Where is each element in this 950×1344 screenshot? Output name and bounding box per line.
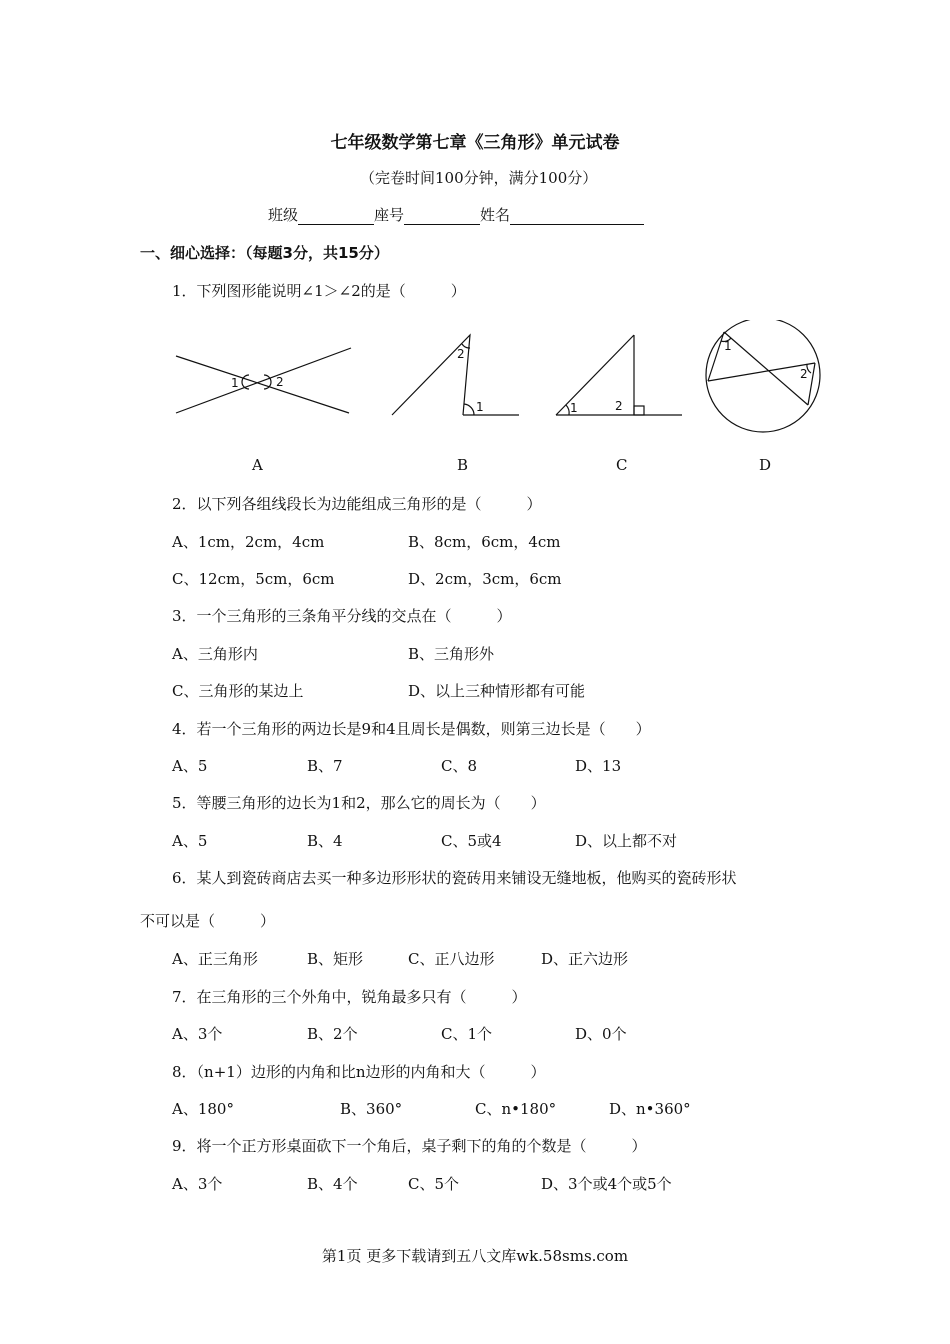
q5-option-d: D、以上都不对: [575, 832, 678, 850]
fig-c-label-2: 2: [615, 399, 623, 413]
fig-d-chord-2: [724, 332, 808, 405]
fig-label-c: C: [616, 456, 628, 474]
question-3: 3．一个三角形的三条角平分线的交点在（ ）: [172, 607, 512, 625]
q7-option-d: D、0个: [575, 1025, 627, 1043]
info-line: [268, 204, 644, 225]
q8-option-b: B、360°: [340, 1100, 403, 1118]
page-title: 七年级数学第七章《三角形》单元试卷: [330, 133, 620, 153]
fig-label-b: B: [457, 456, 469, 474]
question-9: 9．将一个正方形桌面砍下一个角后，桌子剩下的角的个数是（ ）: [172, 1137, 647, 1155]
question-8: 8．（n+1）边形的内角和比n边形的内角和大（ ）: [172, 1063, 546, 1081]
q6-option-d: D、正六边形: [541, 950, 629, 968]
q2-option-d: D、2cm，3cm，6cm: [408, 570, 562, 588]
fig-b-arc-1: [464, 404, 474, 415]
fig-d-chord-4: [808, 363, 815, 405]
name-label: 姓名: [480, 206, 511, 224]
q4-option-d: D、13: [575, 757, 622, 775]
q6-option-a: A、正三角形: [172, 950, 258, 968]
q3-option-a: A、三角形内: [172, 645, 258, 663]
name-blank: [510, 208, 644, 225]
q9-option-c: C、5个: [408, 1175, 460, 1193]
fig-d-chord-1: [708, 332, 724, 381]
class-blank: [298, 208, 374, 225]
q1-figures: [0, 320, 950, 440]
question-5: 5．等腰三角形的边长为1和2，那么它的周长为（ ）: [172, 794, 546, 812]
q3-option-b: B、三角形外: [408, 645, 495, 663]
page-footer: 第1页 更多下载请到五八文库wk.58sms.com: [321, 1247, 629, 1265]
q5-option-c: C、5或4: [441, 832, 502, 850]
fig-c-arc-1: [566, 405, 569, 415]
q4-option-a: A、5: [172, 757, 208, 775]
q7-option-a: A、3个: [172, 1025, 223, 1043]
fig-d-label-1: 1: [724, 339, 732, 353]
q4-option-c: C、8: [441, 757, 478, 775]
fig-c-label-1: 1: [570, 401, 578, 415]
question-7: 7．在三角形的三个外角中，锐角最多只有（ ）: [172, 988, 527, 1006]
q8-option-a: A、180°: [172, 1100, 234, 1118]
fig-label-a: A: [252, 456, 263, 474]
fig-d-chord-3: [708, 363, 815, 381]
q9-option-d: D、3个或4个或5个: [541, 1175, 672, 1193]
q7-option-c: C、1个: [441, 1025, 493, 1043]
q6-option-b: B、矩形: [307, 950, 364, 968]
question-1: 1．下列图形能说明∠1＞∠2的是（ ）: [172, 282, 466, 300]
q2-option-c: C、12cm，5cm，6cm: [172, 570, 335, 588]
q5-option-b: B、4: [307, 832, 343, 850]
q3-option-c: C、三角形的某边上: [172, 682, 304, 700]
q5-option-a: A、5: [172, 832, 208, 850]
seat-label: 座号: [374, 206, 405, 224]
q7-option-b: B、2个: [307, 1025, 358, 1043]
q2-option-b: B、8cm，6cm，4cm: [408, 533, 561, 551]
q9-option-b: B、4个: [307, 1175, 358, 1193]
figure-b: [392, 335, 519, 415]
fig-b-label-1: 1: [476, 400, 484, 414]
seat-blank: [404, 208, 480, 225]
fig-d-label-2: 2: [800, 367, 808, 381]
q3-option-d: D、以上三种情形都有可能: [408, 682, 586, 700]
class-label: 班级: [268, 206, 299, 224]
q8-option-d: D、n•360°: [609, 1100, 691, 1118]
fig-c-right-angle: [634, 406, 644, 415]
question-4: 4．若一个三角形的两边长是9和4且周长是偶数，则第三边长是（ ）: [172, 720, 651, 738]
question-6-cont: 不可以是（ ）: [140, 912, 276, 930]
fig-a-line-1: [176, 356, 349, 413]
q8-option-c: C、n•180°: [475, 1100, 557, 1118]
question-6: 6．某人到瓷砖商店去买一种多边形形状的瓷砖用来铺设无缝地板，他购买的瓷砖形状: [172, 869, 737, 887]
q9-option-a: A、3个: [172, 1175, 223, 1193]
fig-a-label-1: 1: [231, 376, 239, 390]
question-2: 2．以下列各组线段长为边能组成三角形的是（ ）: [172, 495, 542, 513]
fig-b-label-2: 2: [457, 347, 465, 361]
fig-a-line-2: [176, 348, 351, 413]
q4-option-b: B、7: [307, 757, 343, 775]
figure-a: [176, 348, 351, 413]
subtitle: （完卷时间100分钟，满分100分）: [360, 169, 598, 187]
section-heading: 一、细心选择：（每题3分，共15分）: [140, 244, 389, 262]
fig-a-label-2: 2: [276, 375, 284, 389]
q2-option-a: A、1cm，2cm，4cm: [172, 533, 325, 551]
q6-option-c: C、正八边形: [408, 950, 495, 968]
fig-label-d: D: [759, 456, 772, 474]
